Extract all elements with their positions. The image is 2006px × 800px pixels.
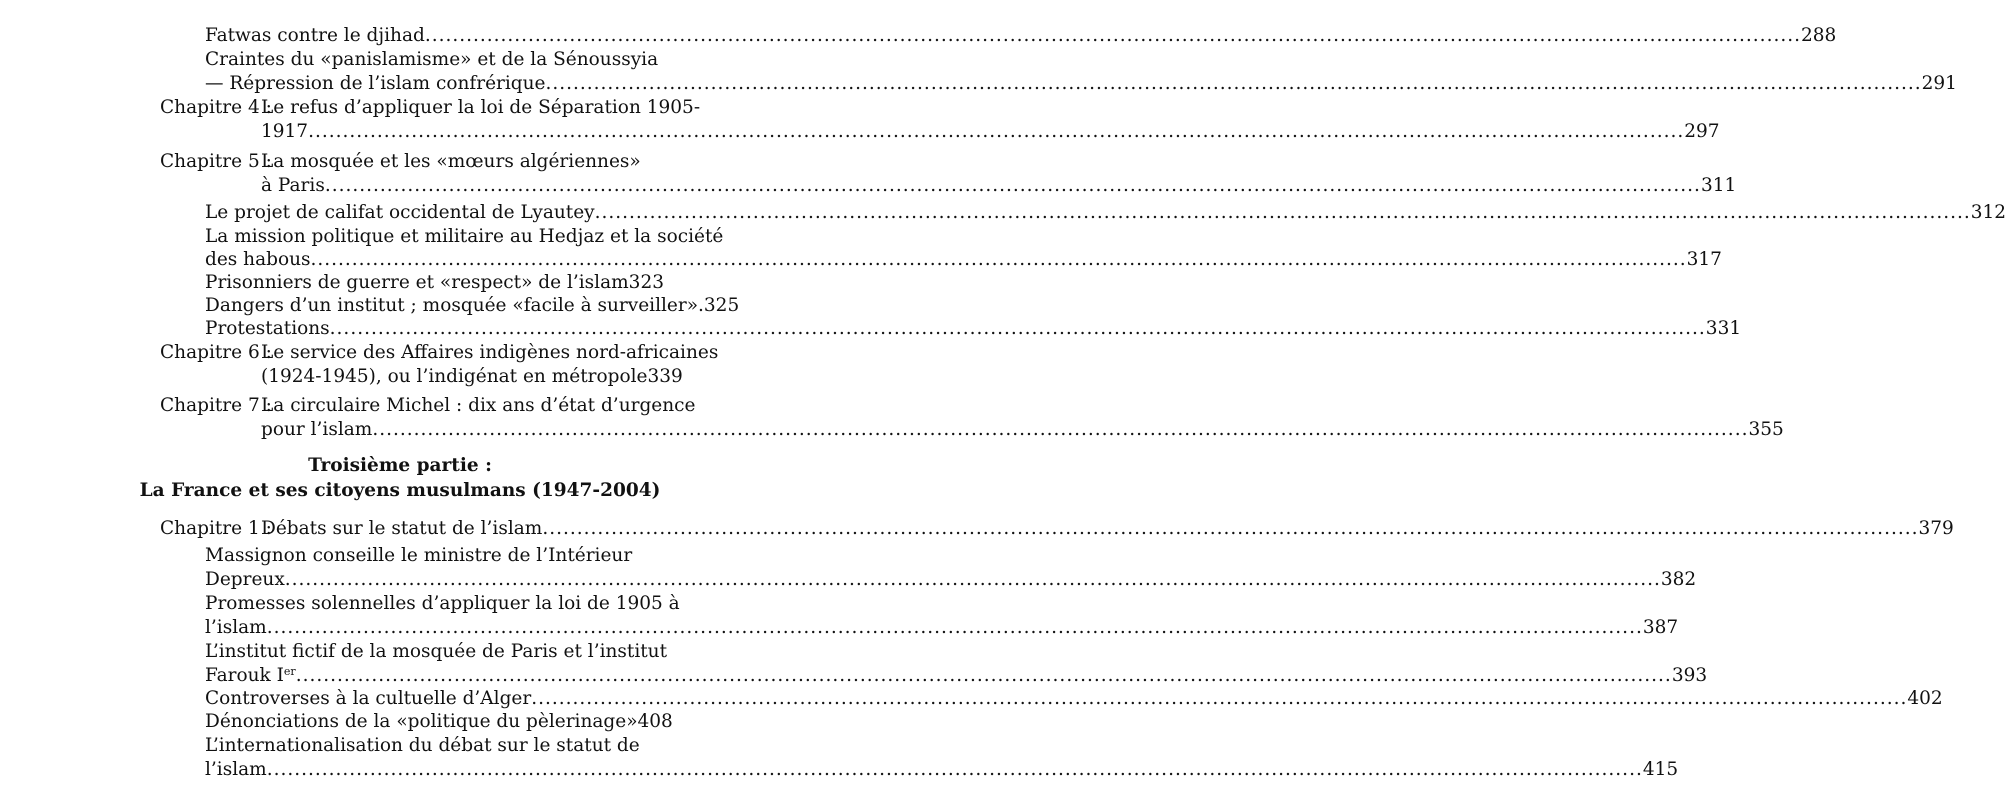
toc-page-number: 382	[1660, 569, 1697, 590]
leader-dots	[531, 684, 1907, 714]
toc-page-number: 355	[1748, 419, 1784, 440]
toc-entry[interactable]	[0, 514, 1954, 544]
toc-entry[interactable]	[261, 171, 1737, 201]
toc-entry[interactable]	[261, 117, 1720, 147]
toc-entry-title: Promesses solennelles d’appliquer la loi de 1905 à	[205, 593, 680, 614]
chapter-label: Chapitre 1 :	[160, 518, 272, 539]
toc-page-number: 325	[703, 295, 740, 316]
chapter-title: Le refus d’appliquer la loi de Séparation 1905-	[261, 97, 701, 118]
toc-page-number: 291	[1921, 73, 1957, 94]
toc-page-number: 339	[647, 366, 683, 387]
part-heading: Troisième partie :	[308, 455, 492, 476]
toc-entry-title: Prisonniers de guerre et «respect» de l’islam	[205, 272, 629, 293]
toc-entry-title: Fatwas contre le djihad	[205, 25, 425, 46]
toc-page-number: 331	[1705, 318, 1742, 339]
toc-page-number: 379	[1918, 518, 1954, 539]
chapter-title: La mosquée et les «mœurs algériennes»	[261, 151, 641, 172]
toc-entry-title: Le projet de califat occidental de Lyautey	[205, 202, 595, 223]
toc-entry-title: L’internationalisation du débat sur le statut de	[205, 735, 640, 756]
toc-entry[interactable]	[261, 362, 683, 392]
leader-dots	[267, 755, 1643, 785]
toc-entry-title-cont: Depreux	[205, 569, 285, 590]
toc-page-number: 297	[1684, 121, 1720, 142]
chapter-label: Chapitre 6 :	[160, 342, 272, 363]
toc-entry-title: Dangers d’un institut ; mosquée «facile à surveiller».	[205, 295, 704, 316]
superscript: er	[283, 665, 296, 678]
toc-entry-title-cont: des habous	[205, 249, 311, 270]
toc-page-number: 402	[1907, 688, 1943, 709]
chapter-title-cont: 1917	[261, 121, 309, 142]
chapter-label: Chapitre 5 :	[160, 151, 272, 172]
toc-entry[interactable]	[261, 415, 1784, 445]
toc-entry-title-text: Farouk I	[205, 665, 284, 686]
toc-page-number: 387	[1642, 617, 1679, 638]
toc-page-number: 312	[1970, 202, 2006, 223]
chapter-label: Chapitre 4 :	[160, 97, 272, 118]
toc-page-number: 317	[1686, 249, 1722, 270]
toc-page-number: 408	[637, 711, 673, 732]
leader-dots	[325, 171, 1701, 201]
toc-entry-title: Dénonciations de la «politique du pèlerinage»	[205, 711, 638, 732]
leader-dots	[595, 198, 1971, 228]
toc-page-number: 323	[628, 272, 664, 293]
toc-page-number: 288	[1800, 25, 1837, 46]
toc-page-number: 393	[1671, 665, 1708, 686]
toc-entry-title: Massignon conseille le ministre de l’Intérieur	[205, 545, 633, 566]
toc-page-number: 311	[1700, 175, 1737, 196]
chapter-title: Débats sur le statut de l’islam	[261, 518, 543, 539]
chapter-title-cont: (1924-1945), ou l’indigénat en métropole	[261, 366, 648, 387]
chapter-title-cont: à Paris	[261, 175, 325, 196]
chapter-label: Chapitre 7 :	[160, 395, 272, 416]
toc-page-number: 415	[1642, 759, 1679, 780]
chapter-title: La circulaire Michel : dix ans d’état d’urgence	[261, 395, 696, 416]
chapter-title: Le service des Affaires indigènes nord-africaines	[261, 342, 719, 363]
toc-entry-title-cont: l’islam	[205, 617, 267, 638]
part-subheading: La France et ses citoyens musulmans (1947-2004)	[139, 480, 661, 501]
toc-entry-title: Craintes du «panislamisme» et de la Sénoussyia	[205, 49, 659, 70]
chapter-title-cont: pour l’islam	[261, 419, 373, 440]
toc-entry-title: Controverses à la cultuelle d’Alger	[205, 688, 532, 709]
leader-dots	[308, 117, 1684, 147]
toc-entry[interactable]	[205, 755, 1679, 785]
toc-entry-title: Protestations	[205, 318, 330, 339]
toc-entry-title-cont: — Répression de l’islam confrérique	[205, 73, 546, 94]
toc-entry-title: L’institut fictif de la mosquée de Paris et l’institut	[205, 641, 668, 662]
toc-entry-title-cont: l’islam	[205, 759, 267, 780]
leader-dots	[542, 514, 1918, 544]
leader-dots	[372, 415, 1748, 445]
toc-entry-title: La mission politique et militaire au Hedjaz et la société	[205, 226, 724, 247]
